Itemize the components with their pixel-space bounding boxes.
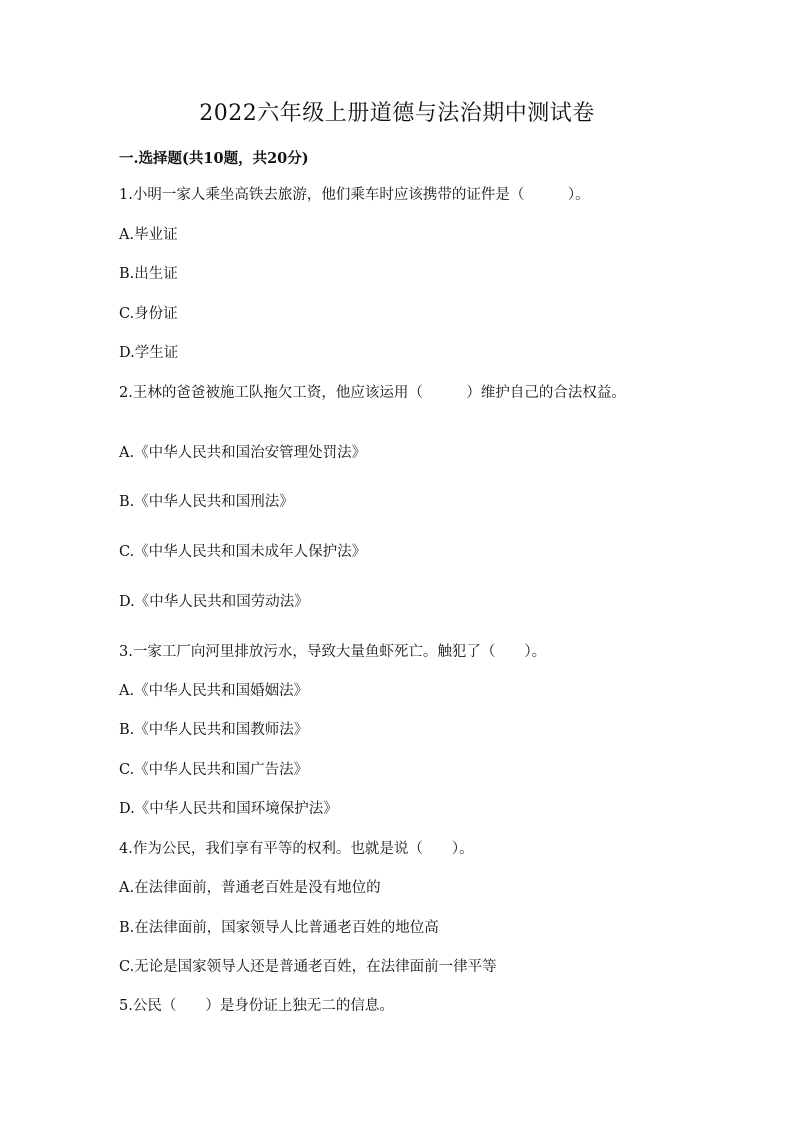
question-3-stem: 3.一家工厂向河里排放污水，导致大量鱼虾死亡。触犯了（ ）。	[119, 644, 547, 660]
question-2-option-d: D.《中华人民共和国劳动法》	[119, 594, 309, 610]
question-4-option-b: B.在法律面前，国家领导人比普通老百姓的地位高	[119, 920, 439, 936]
question-1-option-d: D.学生证	[119, 345, 179, 361]
question-3-option-a: A.《中华人民共和国婚姻法》	[119, 683, 309, 699]
question-2-option-a: A.《中华人民共和国治安管理处罚法》	[119, 445, 367, 461]
page-title: 2022六年级上册道德与法治期中测试卷	[199, 101, 595, 126]
question-4-option-c: C.无论是国家领导人还是普通老百姓，在法律面前一律平等	[119, 959, 497, 975]
question-5-stem: 5.公民（ ）是身份证上独无二的信息。	[119, 998, 394, 1014]
question-3-option-b: B.《中华人民共和国教师法》	[119, 722, 309, 738]
question-4-option-a: A.在法律面前，普通老百姓是没有地位的	[119, 880, 381, 896]
question-3-option-d: D.《中华人民共和国环境保护法》	[119, 801, 338, 817]
question-1-option-b: B.出生证	[119, 266, 178, 282]
question-1-option-a: A.毕业证	[119, 227, 178, 243]
question-2-option-c: C.《中华人民共和国未成年人保护法》	[119, 544, 367, 560]
question-1-stem: 1.小明一家人乘坐高铁去旅游，他们乘车时应该携带的证件是（ ）。	[119, 187, 590, 203]
question-3-option-c: C.《中华人民共和国广告法》	[119, 762, 309, 778]
section-heading: 一.选择题(共10题，共20分)	[119, 150, 309, 167]
question-4-stem: 4.作为公民，我们享有平等的权利。也就是说（ ）。	[119, 841, 474, 857]
question-1-option-c: C.身份证	[119, 306, 178, 322]
question-2-option-b: B.《中华人民共和国刑法》	[119, 494, 294, 510]
question-2-stem: 2.王林的爸爸被施工队拖欠工资，他应该运用（ ）维护自己的合法权益。	[119, 385, 626, 401]
